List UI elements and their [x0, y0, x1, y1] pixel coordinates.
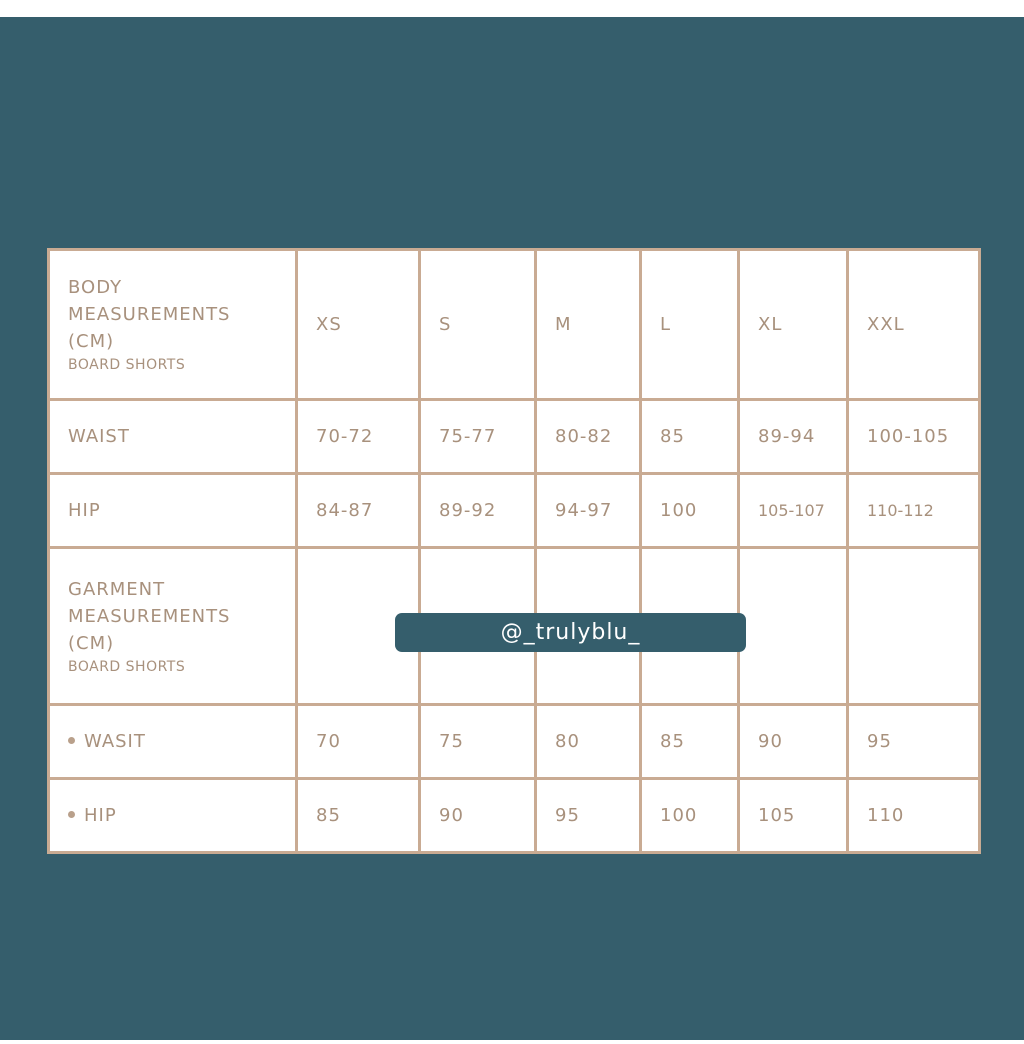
- bullet-icon: [68, 811, 75, 818]
- table-row: [49, 705, 980, 779]
- table-cell: 105-107: [739, 474, 848, 548]
- table-cell: 90: [739, 705, 848, 779]
- size-chart-table: [47, 248, 981, 854]
- garment-heading-line-2: MEASUREMENTS: [68, 605, 231, 627]
- table-cell: 105: [739, 779, 848, 853]
- table-cell: 75-77: [420, 400, 536, 474]
- row-label-garment-hip: [49, 779, 297, 853]
- body-heading-line-1: BODY: [68, 277, 123, 298]
- table-cell: 80: [536, 705, 641, 779]
- garment-heading-line-3: (CM): [68, 632, 115, 654]
- bullet-icon: [68, 737, 75, 744]
- size-header-xxl: XXL: [848, 250, 980, 400]
- row-label-waist: WAIST: [49, 400, 297, 474]
- size-header-xl: XL: [739, 250, 848, 400]
- table-cell: 85: [297, 779, 420, 853]
- row-label-hip: HIP: [49, 474, 297, 548]
- table-row: [49, 400, 980, 474]
- table-cell: 100: [641, 474, 739, 548]
- table-cell: 110: [848, 779, 980, 853]
- table-cell: 110-112: [848, 474, 980, 548]
- table-cell: 85: [641, 400, 739, 474]
- size-header-s: S: [420, 250, 536, 400]
- row-label-garment-waist: [49, 705, 297, 779]
- size-header-m: M: [536, 250, 641, 400]
- table-cell: 94-97: [536, 474, 641, 548]
- empty-cell: [848, 548, 980, 705]
- watermark-handle: @_trulyblu_: [395, 613, 746, 652]
- empty-cell: [739, 548, 848, 705]
- table-cell: 85: [641, 705, 739, 779]
- table-cell: 89-92: [420, 474, 536, 548]
- table-cell: 100: [641, 779, 739, 853]
- body-measurements-heading: [49, 250, 297, 400]
- table-cell: 95: [536, 779, 641, 853]
- body-heading-subtitle: BOARD SHORTS: [68, 357, 186, 373]
- table-cell: 100-105: [848, 400, 980, 474]
- table-row: [49, 474, 980, 548]
- body-header-row: [49, 250, 980, 400]
- size-header-l: L: [641, 250, 739, 400]
- garment-waist-label: WASIT: [84, 731, 146, 752]
- table-cell: 84-87: [297, 474, 420, 548]
- table-row: [49, 779, 980, 853]
- garment-heading-subtitle: BOARD SHORTS: [68, 658, 186, 675]
- table-cell: 70: [297, 705, 420, 779]
- garment-hip-label: HIP: [84, 805, 117, 826]
- table-cell: 80-82: [536, 400, 641, 474]
- table-cell: 70-72: [297, 400, 420, 474]
- size-header-xs: XS: [297, 250, 420, 400]
- garment-heading-line-1: GARMENT: [68, 578, 166, 600]
- table-cell: 95: [848, 705, 980, 779]
- table-cell: 75: [420, 705, 536, 779]
- body-heading-line-3: (CM): [68, 331, 115, 352]
- table-cell: 89-94: [739, 400, 848, 474]
- garment-measurements-heading: [49, 548, 297, 705]
- table-cell: 90: [420, 779, 536, 853]
- body-heading-line-2: MEASUREMENTS: [68, 304, 231, 325]
